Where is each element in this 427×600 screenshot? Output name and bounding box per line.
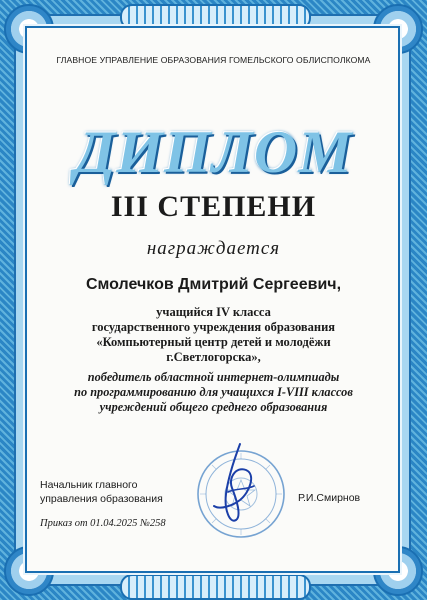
recipient-name: Смолечков Дмитрий Сергеевич, [85,276,342,293]
awarded-label: награждается [146,238,281,259]
top-ornament [120,4,311,30]
bottom-ornament [120,574,311,600]
achievement-line: по программированию для учащихся I-VIII классов [74,385,353,399]
order-reference: Приказ от 01.04.2025 №258 [40,518,166,529]
signer-title-line: Начальник главного [40,479,138,491]
signer-title-line: управления образования [40,493,163,505]
recipient-description [0,305,427,365]
degree-title: III СТЕПЕНИ [110,190,317,223]
organization-header: ГЛАВНОЕ УПРАВЛЕНИЕ ОБРАЗОВАНИЯ ГОМЕЛЬСКОГО ОБЛИСПОЛКОМА [56,55,371,65]
recipient-description-line: учащийся IV класса [156,305,271,319]
achievement-line: учреждений общего среднего образования [99,400,328,414]
signer-title [40,478,163,506]
signer-name: Р.И.Смирнов [298,492,361,504]
recipient-description-line: «Компьютерный центр детей и молодёжи [96,335,331,349]
handwritten-signature [206,440,266,528]
recipient-description-line: государственного учреждения образования [91,320,336,334]
recipient-description-line: г.Светлогорска», [166,350,261,364]
diploma-title: ДИПЛОМ [74,119,353,185]
achievement-line: победитель областной интернет-олимпиады [87,370,340,384]
achievement-text [0,370,427,415]
